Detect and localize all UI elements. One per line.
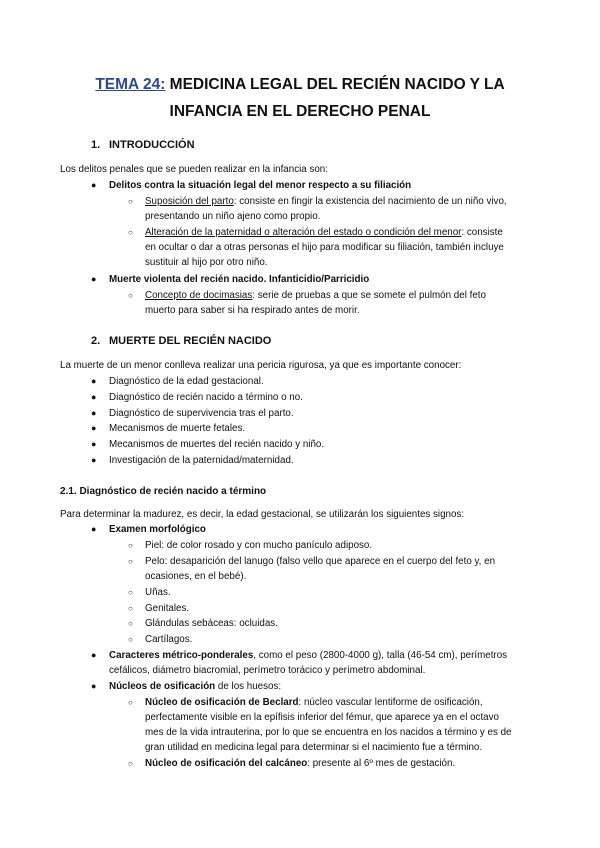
bullet-icon: ● — [91, 455, 97, 465]
bullet-icon: ● — [91, 423, 97, 433]
bullet-icon: ● — [91, 439, 97, 449]
sub-bullet-icon: ○ — [128, 635, 133, 644]
metric-text: , como el peso (2800-4000 g), talla (46-54 cm), perímetros — [253, 650, 508, 661]
intro-sub-2-line-1 — [145, 225, 503, 240]
exam-morfologico: Examen morfológico — [109, 524, 206, 535]
bullet-icon: ● — [91, 392, 97, 402]
sub-bullet-icon: ○ — [128, 619, 133, 628]
intro-sub-2-line-2: en ocultar o dar a otras personas el hijo para modificar su filiación, también incluye — [145, 242, 504, 253]
sub-bullet-icon: ○ — [128, 588, 133, 597]
calcaneo-text: : presente al 6º mes de gestación. — [307, 758, 456, 769]
death-item: Diagnóstico de la edad gestacional. — [109, 376, 264, 387]
exam-item-glandulas: Glándulas sebáceas: ocluidas. — [145, 618, 278, 629]
section-1-heading: INTRODUCCIÓN — [109, 139, 195, 151]
intro-sub-3-line-1 — [145, 288, 486, 303]
exam-item-pelo-1: Pelo: desaparición del lanugo (falso vello que aparece en el cuerpo del feto y, en — [145, 556, 496, 567]
intro-lead: Los delitos penales que se pueden realizar en la infancia son: — [60, 164, 328, 175]
section-2-heading: MUERTE DEL RECIÉN NACIDO — [109, 335, 272, 347]
intro-sub-3-text: : serie de pruebas a que se somete el pulmón del feto — [252, 290, 486, 301]
beclard-line-2: perfectamente visible en la epífisis inferior del fémur, que aparece ya en el octavo — [145, 712, 499, 723]
sub-bullet-icon: ○ — [128, 759, 133, 768]
intro-bullet-2: Muerte violenta del recién nacido. Infanticidio/Parricidio — [109, 274, 370, 285]
death-item: Mecanismos de muerte fetales. — [109, 423, 246, 434]
nuclei-text: de los huesos: — [215, 681, 282, 692]
beclard-text: : núcleo vascular lentiforme de osificación, — [298, 697, 483, 708]
bullet-icon: ● — [91, 524, 97, 534]
intro-bullet-1: Delitos contra la situación legal del menor respecto a su filiación — [109, 180, 412, 191]
title-line-2: INFANCIA EN EL DERECHO PENAL — [169, 103, 431, 120]
term-nucleos: Núcleos de osificación — [109, 681, 216, 692]
sub-bullet-icon: ○ — [128, 541, 133, 550]
beclard-line-4: gran utilidad en medicina legal para determinar si el nacimiento fue a término. — [145, 742, 483, 753]
sub-bullet-icon: ○ — [128, 291, 133, 300]
death-item: Investigación de la paternidad/maternidad. — [109, 455, 294, 466]
nuclei-line — [109, 679, 281, 694]
bullet-icon: ● — [91, 274, 97, 284]
sub-bullet-icon: ○ — [128, 228, 133, 237]
intro-sub-2-line-3: sustituir al hijo por otro niño. — [145, 257, 268, 268]
term-alteracion: Alteración de la paternidad o alteración del estado o condición del menor — [145, 227, 462, 238]
subsection-2-1-heading: 2.1. Diagnóstico de recién nacido a término — [60, 486, 267, 497]
sub-bullet-icon: ○ — [128, 698, 133, 707]
intro-sub-3-line-2: muerto para saber si ha respirado antes de morir. — [145, 305, 360, 316]
topic-number: TEMA 24: — [95, 76, 166, 93]
section-2-number: 2. — [91, 335, 101, 347]
bullet-icon: ● — [91, 376, 97, 386]
death-item: Mecanismos de muertes del recién nacido y niño. — [109, 439, 325, 450]
bullet-icon: ● — [91, 408, 97, 418]
sub-bullet-icon: ○ — [128, 604, 133, 613]
bullet-icon: ● — [91, 650, 97, 660]
metric-line-2: cefálicos, diámetro biacromial, perímetro torácico y perímetro abdominal. — [109, 665, 426, 676]
death-lead: La muerte de un menor conlleva realizar una pericia rigurosa, ya que es importante conocer: — [60, 360, 462, 371]
death-item: Diagnóstico de supervivencia tras el parto. — [109, 408, 294, 419]
term-metrico: Caracteres métrico-ponderales — [109, 650, 254, 661]
exam-item-cartilagos: Cartílagos. — [145, 634, 193, 645]
metric-line-1 — [109, 648, 507, 663]
bullet-icon: ● — [91, 180, 97, 190]
section-1-number: 1. — [91, 139, 101, 151]
death-item: Diagnóstico de recién nacido a término o no. — [109, 392, 303, 403]
exam-item-pelo-2: ocasiones, en el bebé). — [145, 571, 247, 582]
sub-bullet-icon: ○ — [128, 197, 133, 206]
beclard-line-3: mes de la vida intrauterina, por lo que se encuentra en los nacidos a término y es de — [145, 727, 512, 738]
title-line-1: MEDICINA LEGAL DEL RECIÉN NACIDO Y LA — [169, 76, 505, 93]
intro-sub-1-line-2: presentando un niño ajeno como propio. — [145, 211, 321, 222]
term-beclard: Núcleo de osificación de Beclard — [145, 697, 299, 708]
beclard-line-1 — [145, 695, 483, 710]
intro-sub-1-text: : consiste en fingir la existencia del nacimiento de un niño vivo, — [233, 196, 507, 207]
sub-bullet-icon: ○ — [128, 557, 133, 566]
document-title — [60, 74, 540, 96]
term-suposicion: Suposición del parto — [145, 196, 234, 207]
exam-item-unas: Uñas. — [145, 587, 171, 598]
intro-sub-1-line-1 — [145, 194, 507, 209]
term-lead: Para determinar la madurez, es decir, la edad gestacional, se utilizarán los siguientes signos: — [60, 509, 465, 520]
bullet-icon: ● — [91, 681, 97, 691]
term-calcaneo: Núcleo de osificación del calcáneo — [145, 758, 308, 769]
exam-item-piel: Piel: de color rosado y con mucho panículo adiposo. — [145, 540, 373, 551]
exam-item-genitales: Genitales. — [145, 603, 190, 614]
calcaneo-line — [145, 756, 455, 771]
term-docimasias: Concepto de docimasias — [145, 290, 253, 301]
intro-sub-2-text: : consiste — [461, 227, 503, 238]
